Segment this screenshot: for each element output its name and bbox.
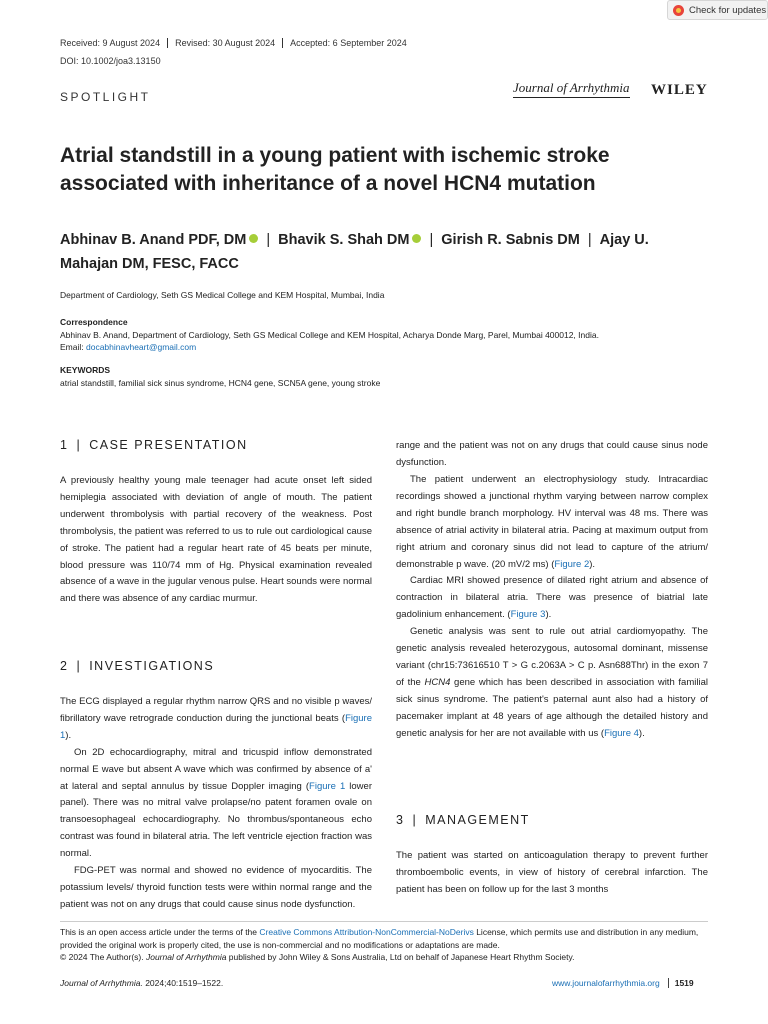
author-list: Abhinav B. Anand PDF, DM | Bhavik S. Shah DM | Girish R. Sabnis DM | Ajay U. Mahajan DM, FESC, FACC [60,232,649,272]
accepted-date: Accepted: 6 September 2024 [282,38,414,48]
footer-divider [60,921,708,922]
figure-4-link[interactable]: Figure 4 [604,727,639,739]
figure-1-link[interactable]: Figure 1 [60,712,372,741]
author-name[interactable]: Ajay U. Mahajan DM, FESC, FACC [60,232,649,272]
orcid-icon[interactable] [412,234,421,243]
copyright: © 2024 The Author(s). Journal of Arrhythmia published by John Wiley & Sons Australia, Ltd on behalf of Japanese Heart Rhythm Society. [60,952,575,962]
section-3-body [396,848,708,899]
correspondence [60,316,599,354]
paragraph: The patient was started on anticoagulation therapy to prevent further thromboembolic events, in view of history of cerebral infarction. The patient has been on follow up for the last 3 months [396,850,708,895]
paragraph: The ECG displayed a regular rhythm narrow QRS and no visible p waves/ fibrillatory wave retrograde conduction during the junctional beats (Figure 1). [60,696,372,741]
keywords-heading: KEYWORDS [60,365,111,375]
section-type: SPOTLIGHT [60,90,151,104]
check-for-updates-label: Check for updates [689,4,767,16]
figure-2-link[interactable]: Figure 2 [554,558,590,570]
correspondence-text: Abhinav B. Anand, Department of Cardiology, Seth GS Medical College and KEM Hospital, Acharya Donde Marg, Parel, Mumbai 400012, India. [60,329,599,340]
received-date: Received: 9 August 2024 [60,38,161,48]
footer-right [552,978,694,988]
keywords [60,364,380,389]
paragraph: FDG-PET was normal and showed no evidence of myocarditis. The potassium levels/ thyroid function tests were within normal range and the patient was not on any drugs that could cause sinus node dysfunction. [60,865,372,910]
figure-1-link[interactable]: Figure 1 [309,780,346,792]
journal-logo: Journal of Arrhythmia [513,80,630,98]
orcid-icon[interactable] [249,234,258,243]
author-name[interactable]: Girish R. Sabnis DM [441,232,580,248]
author-name[interactable]: Abhinav B. Anand PDF, DM [60,232,247,248]
page-number: 1519 [668,978,694,988]
email-link[interactable]: docabhinavheart@gmail.com [86,342,197,352]
section-2-body-right [396,438,708,743]
article-title: Atrial standstill in a young patient with ischemic stroke associated with inheritance of a novel HCN4 mutation [60,144,610,195]
section-1-body [60,473,372,608]
paragraph: On 2D echocardiography, mitral and tricuspid inflow demonstrated normal E wave but absent A wave which was confirmed by absence of a' at lateral and septal annulus by tissue Doppler imaging (Figure 1 lower panel). There was no mitral valve prolapse/no patent foramen ovale on transoesophageal echocardiography. No thrombus/spontaneous echo contrast was found in bilateral atria. The left ventricle ejection fraction was normal. [60,746,372,860]
section-2-body-left [60,694,372,910]
license-link[interactable]: Creative Commons Attribution-NonCommercial-NoDerivs [259,927,474,937]
correspondence-heading: Correspondence [60,317,128,327]
paragraph: The patient underwent an electrophysiology study. Intracardiac recordings showed a junctional rhythm varying between narrow complex and right bundle branch morphology. HV interval was 48 ms. There was absence of atrial activity in bilateral atria. Pacing at maximum output from right atrium and coronary sinus did not lead to capture of the atrium/ demonstrable p wave. (20 mV/2 ms) (Figure 2). [396,474,708,570]
article-dates [60,38,414,48]
email-label: Email: [60,342,84,352]
doi: DOI: 10.1002/joa3.13150 [60,56,161,66]
section-heading-2: 2 | INVESTIGATIONS [60,659,215,673]
check-for-updates-button[interactable] [667,0,768,20]
revised-date: Revised: 30 August 2024 [167,38,282,48]
citation: Journal of Arrhythmia. 2024;40:1519–1522. [60,978,224,988]
paragraph-continued: range and the patient was not on any drugs that could cause sinus node dysfunction. [396,440,708,469]
journal-website-link[interactable]: www.journalofarrhythmia.org [552,978,660,988]
section-heading-3: 3 | MANAGEMENT [396,813,530,827]
keywords-text: atrial standstill, familial sick sinus syndrome, HCN4 gene, SCN5A gene, young stroke [60,377,381,388]
figure-3-link[interactable]: Figure 3 [510,609,546,621]
paragraph: A previously healthy young male teenager had acute onset left sided hemiplegia associated with deviation of angle of mouth. The patient underwent thrombolysis with partial recovery of the weakness. Post thrombolysis, the patient was referred to us to rule out cardiological cause of stroke. The patient had a regular heart rate of 45 beats per minute, blood pressure was 110/74 mm of Hg. Physical examination revealed absence of a wave in the jugular venous pulse. Heart sounds were normal and there was absence of any cardiac murmur. [60,475,372,605]
paragraph: Genetic analysis was sent to rule out atrial cardiomyopathy. The genetic analysis revealed heterozygous, autosomal dominant, missense variant (chr15:73616510 T > G c.2063A > C p. Asn688Thr) in the exon 7 of the HCN4 gene which has been described in association with familial sick sinus syndrome. The patient's paternal aunt also had a history of pacemaker implant at 48 years of age although the detailed history and genetic analysis for her are not available with us (Figure 4). [396,626,708,739]
affiliation: Department of Cardiology, Seth GS Medical College and KEM Hospital, Mumbai, India [60,290,385,300]
crossmark-icon [673,5,684,16]
license-notice: This is an open access article under the terms of the Creative Commons Attribution-NonCommercial-NoDerivs License, which permits use and distribution in any medium, provided the original work is properly cited, the use is non-commercial and no modifications or adaptations are made. © 2024 The Author(s). Journal of Arrhythmia published by John Wiley & Sons Australia, Ltd on behalf of Japanese Heart Rhythm Society. [60,926,708,964]
author-name[interactable]: Bhavik S. Shah DM [278,232,410,248]
section-heading-1: 1 | CASE PRESENTATION [60,438,248,452]
paragraph: Cardiac MRI showed presence of dilated right atrium and absence of contraction in bilateral atria. There was presence of biatrial late gadolinium enhancement. (Figure 3). [396,575,708,621]
publisher-logo: WILEY [651,82,708,98]
